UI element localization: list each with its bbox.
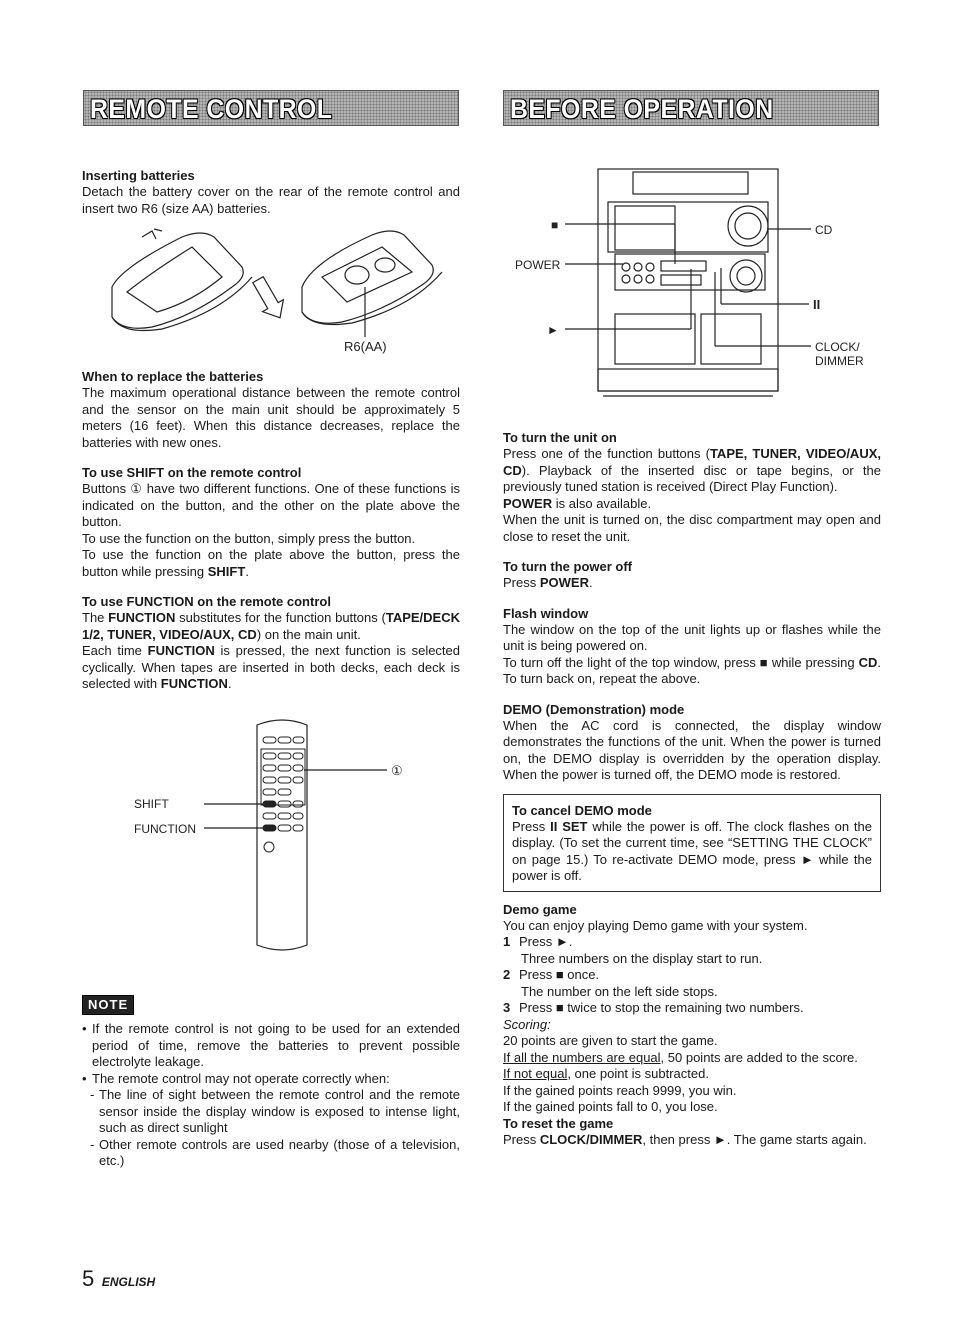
heading-power-off: To turn the power off (503, 559, 633, 574)
scoring-label: Scoring: (503, 1016, 551, 1032)
function-p2: Each time FUNCTION is pressed, the next function is selected cyclically. When tapes are inserted in both decks, each deck is selected with FUNCTION. (82, 643, 461, 691)
heading-use-function: To use FUNCTION on the remote control (82, 594, 331, 609)
replace-text: The maximum operational distance between the remote control and the sensor on the main unit should be approximately 5 meters (16 feet). When this distance decreases, replace the batteries with new ones. (82, 385, 460, 450)
scoring-line: If not equal, one point is subtracted. (503, 1066, 709, 1081)
game-step-sub: Three numbers on the display start to run. (521, 950, 763, 966)
shift-p3: To use the function on the plate above the button, press the button while pressing SHIFT. (82, 547, 460, 579)
heading-demo-game: Demo game (503, 901, 577, 917)
battery-size-label: R6(AA) (344, 339, 387, 354)
game-step: 3 Press ■ twice to stop the remaining two numbers. (503, 1000, 804, 1015)
stereo-unit-illustration (503, 164, 881, 424)
note-item: • The remote control may not operate correctly when: (82, 1070, 390, 1086)
heading-replace-batteries: When to replace the batteries (82, 369, 264, 384)
power-label: POWER (515, 258, 561, 272)
language-label: ENGLISH (101, 1275, 156, 1289)
battery-illustration (82, 217, 460, 357)
page-number: 5 (82, 1266, 95, 1291)
note-sublist (82, 1087, 460, 1170)
heading-cancel-demo: To cancel DEMO mode (512, 802, 652, 818)
note-list (82, 1021, 460, 1087)
callout-1: ① (391, 762, 403, 778)
banner-title: BEFORE OPERATION (510, 94, 774, 124)
reset-game-p: Press CLOCK/DIMMER, then press ►. The game starts again. (503, 1132, 867, 1147)
turn-on-p1: Press one of the function buttons (TAPE, TUNER, VIDEO/AUX, CD). Playback of the inserted disc or tape begins, or the previously tuned station is received (Direct Play Function). (503, 446, 881, 494)
heading-inserting-batteries: Inserting batteries (82, 168, 195, 183)
turn-on-p2: POWER is also available. (503, 495, 652, 511)
game-step: 2 Press ■ once. (503, 967, 600, 982)
note-badge: NOTE (82, 995, 134, 1016)
turn-on-p3: When the unit is turned on, the disc compartment may open and close to reset the unit. (503, 512, 881, 544)
heading-use-shift: To use SHIFT on the remote control (82, 465, 302, 480)
note-subitem: - Other remote controls are used nearby (those of a television, etc.) (90, 1136, 460, 1168)
unit-figure (503, 164, 881, 424)
banner-before-operation (503, 90, 879, 126)
heading-demo-mode: DEMO (Demonstration) mode (503, 701, 685, 717)
stop-symbol: ■ (551, 218, 559, 232)
game-step: 1 Press ►. (503, 934, 573, 949)
cd-label: CD (815, 223, 833, 237)
left-column (82, 154, 460, 1170)
play-symbol: ► (547, 323, 559, 337)
cancel-demo-p: Press II SET while the power is off. The clock flashes on the display. (To set the current time, see “SETTING THE CLOCK” on page 15.) To re-activate DEMO mode, press ► while the power is off. (512, 818, 872, 883)
right-column (503, 164, 881, 1149)
scoring-line: If all the numbers are equal, 50 points are added to the score. (503, 1049, 858, 1065)
shift-p1: Buttons ① have two different functions. One of these functions is indicated on the button, and the other on the plate above the button. (82, 481, 460, 529)
banner-remote-control (83, 90, 459, 126)
remote-illustration (82, 715, 460, 965)
function-label: FUNCTION (134, 821, 196, 836)
page-footer (82, 1266, 155, 1292)
heading-turn-on: To turn the unit on (503, 430, 617, 445)
pause-symbol: II (813, 297, 821, 312)
dimmer-label: DIMMER (815, 354, 864, 368)
shift-label: SHIFT (134, 796, 169, 811)
flash-p2: To turn off the light of the top window, press ■ while pressing CD. To turn back on, repeat the above. (503, 654, 881, 686)
note-item: • If the remote control is not going to be used for an extended period of time, remove the batteries to prevent possible electrolyte leakage. (82, 1021, 460, 1069)
remote-figure (82, 715, 460, 965)
function-p1: The FUNCTION substitutes for the function buttons (TAPE/DECK 1/2, TUNER, VIDEO/AUX, CD) on the main unit. (82, 610, 460, 642)
note-subitem: - The line of sight between the remote control and the remote sensor inside the display window is exposed to intense light, such as direct sunlight (90, 1087, 460, 1135)
game-intro: You can enjoy playing Demo game with your system. (503, 917, 808, 933)
inserting-text: Detach the battery cover on the rear of the remote control and insert two R6 (size AA) batteries. (82, 184, 460, 216)
heading-reset-game: To reset the game (503, 1115, 614, 1131)
note-section (82, 995, 460, 1170)
demo-p: When the AC cord is connected, the display window demonstrates the functions of the unit. When the power is turned on, the DEMO display is overridden by the operation display. When the power is turned off, the DEMO mode is restored. (503, 717, 881, 782)
scoring-line: If the gained points fall to 0, you lose. (503, 1099, 718, 1114)
clock-label: CLOCK/ (815, 340, 860, 354)
shift-p2: To use the function on the button, simply press the button. (82, 530, 416, 546)
power-off-p: Press POWER. (503, 575, 593, 590)
game-step-sub: The number on the left side stops. (521, 983, 718, 999)
heading-flash-window: Flash window (503, 605, 589, 621)
flash-p1: The window on the top of the unit lights up or flashes while the unit is being powered on. (503, 621, 881, 653)
game-steps (503, 934, 881, 1017)
battery-figure (82, 217, 460, 357)
cancel-demo-box (503, 794, 881, 892)
scoring-line: If the gained points reach 9999, you win. (503, 1082, 737, 1098)
scoring-line: 20 points are given to start the game. (503, 1033, 718, 1048)
banner-title: REMOTE CONTROL (90, 94, 333, 124)
